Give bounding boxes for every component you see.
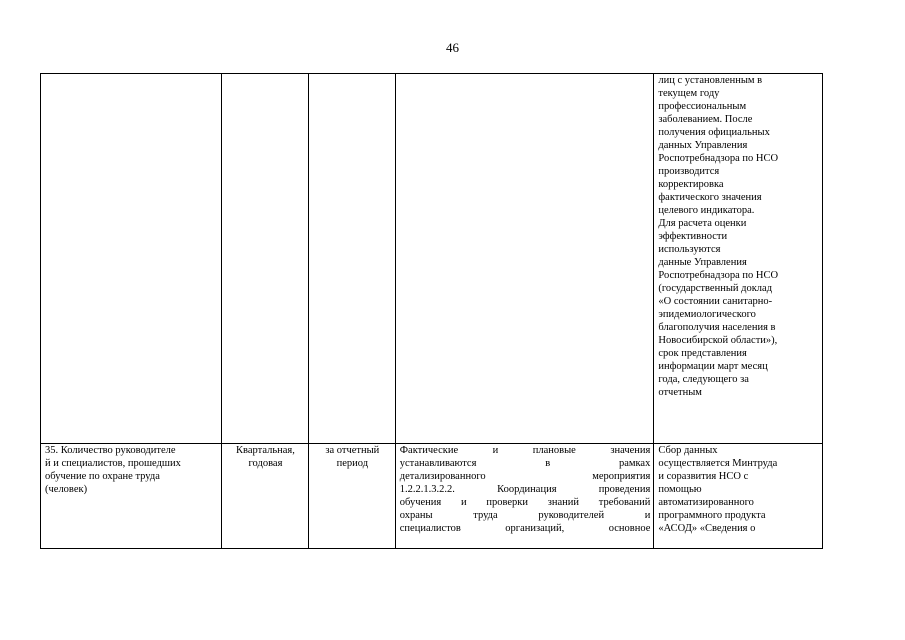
text-line: целевого индикатора. xyxy=(658,205,755,216)
indicator-table xyxy=(40,73,823,549)
cell-indicator-name xyxy=(41,444,222,549)
text-line: детализированного мероприятия xyxy=(399,471,651,482)
cell-name-empty xyxy=(41,74,222,444)
text-line: информации март месяц xyxy=(658,361,768,372)
text-line: текущем году xyxy=(658,88,720,99)
text-line: помощью xyxy=(658,484,702,495)
text-line: производится xyxy=(658,166,720,177)
text-line: 35. Количество руководителе xyxy=(45,445,176,456)
text-line: срок представления xyxy=(658,348,747,359)
text-line: Роспотребнадзора по НСО xyxy=(658,153,779,164)
text-line: «АСОД» «Сведения о xyxy=(658,523,756,534)
text-line: Квартальная, xyxy=(236,445,295,456)
text-line: лиц с установленным в xyxy=(658,75,763,86)
text-line: (государственный доклад xyxy=(658,283,773,294)
text-line: используются xyxy=(658,244,721,255)
cell-period-empty xyxy=(308,74,395,444)
text-line: специалистов организаций, основное xyxy=(399,523,651,534)
text-line: Сбор данных xyxy=(658,445,718,456)
cell-method xyxy=(395,444,654,549)
text-line: эффективности xyxy=(658,231,728,242)
cell-frequency xyxy=(222,444,309,549)
table-row-35 xyxy=(41,444,823,549)
text-line: данных Управления xyxy=(658,140,748,151)
page-number: 46 xyxy=(446,40,459,55)
text-line: программного продукта xyxy=(658,510,766,521)
text-line: и соразвития НСО с xyxy=(658,471,749,482)
text-line: данные Управления xyxy=(658,257,747,268)
text-line: обучение по охране труда xyxy=(45,471,160,482)
cell-source-continued xyxy=(654,74,823,444)
text-line: (человек) xyxy=(45,484,88,495)
text-line: благополучия населения в xyxy=(658,322,776,333)
text-line: период xyxy=(336,458,369,469)
text-line: Для расчета оценки xyxy=(658,218,747,229)
text-line: отчетным xyxy=(658,387,702,398)
cell-frequency-empty xyxy=(222,74,309,444)
text-line: корректировка xyxy=(658,179,724,190)
text-line: охраны труда руководителей и xyxy=(399,510,651,521)
cell-period xyxy=(308,444,395,549)
text-line: профессиональным xyxy=(658,101,747,112)
text-line: «О состоянии санитарно- xyxy=(658,296,773,307)
text-line: 1.2.2.1.3.2.2. Координация проведения xyxy=(399,484,651,495)
text-line: автоматизированного xyxy=(658,497,754,508)
text-line: обучения и проверки знаний требований xyxy=(399,497,651,508)
text-line: годовая xyxy=(248,458,283,469)
text-line: осуществляется Минтруда xyxy=(658,458,778,469)
text-line: фактического значения xyxy=(658,192,762,203)
text-line: Новосибирской области»), xyxy=(658,335,778,346)
text-line: года, следующего за xyxy=(658,374,749,385)
table-row-continued xyxy=(41,74,823,444)
cell-data-source xyxy=(654,444,823,549)
text-line: Роспотребнадзора по НСО xyxy=(658,270,779,281)
text-line: получения официальных xyxy=(658,127,770,138)
text-line: заболеванием. После xyxy=(658,114,753,125)
text-line: устанавливаются в рамках xyxy=(399,458,651,469)
text-line: й и специалистов, прошедших xyxy=(45,458,181,469)
cell-method-empty xyxy=(395,74,654,444)
text-line: Фактические и плановые значения xyxy=(399,445,651,456)
text-line: за отчетный xyxy=(325,445,380,456)
text-line: эпидемиологического xyxy=(658,309,756,320)
